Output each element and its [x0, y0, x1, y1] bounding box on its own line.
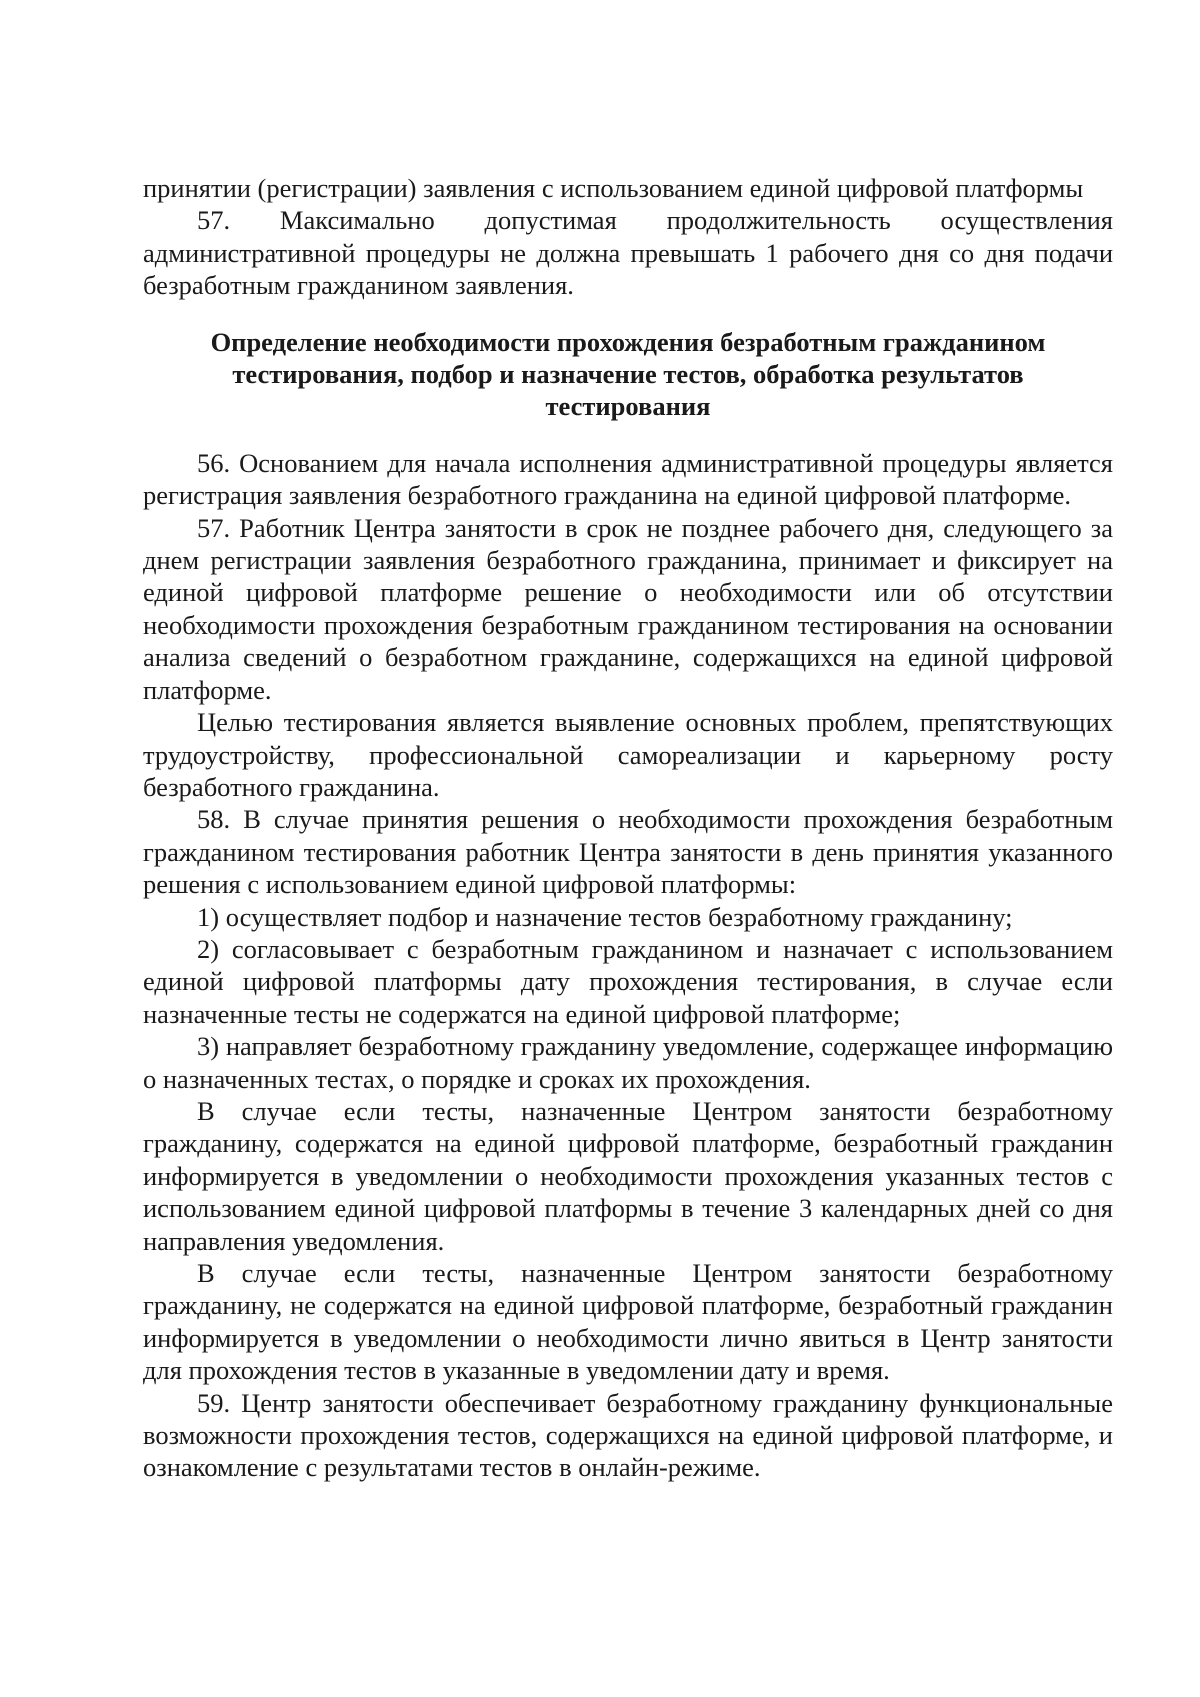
paragraph-testing-goal: Целью тестирования является выявление основных проблем, препятствующих трудоустройству, профессиональной самореализации и карьерному росту безработного гражданина.: [143, 707, 1113, 802]
paragraph-59: 59. Центр занятости обеспечивает безработному гражданину функциональные возможности прохождения тестов, содержащихся на единой цифровой платформе, и ознакомление с результатами тестов в онлайн-режиме.: [143, 1387, 1113, 1483]
list-item-2: 2) согласовывает с безработным гражданином и назначает с использованием единой цифровой платформы дату прохождения тестирования, в случае если назначенные тесты не содержатся на единой цифровой платформе;: [143, 933, 1113, 1029]
paragraph-56: 56. Основанием для начала исполнения административной процедуры является регистрация заявления безработного гражданина на единой цифровой платформе.: [143, 447, 1113, 511]
list-item-3: 3) направляет безработному гражданину уведомление, содержащее информацию о назначенных тестах, о порядке и сроках их прохождения.: [143, 1031, 1113, 1094]
list-item-1: 1) осуществляет подбор и назначение тестов безработному гражданину;: [197, 901, 1013, 932]
section-heading-line-1: Определение необходимости прохождения безработным гражданином: [210, 326, 1046, 357]
paragraph-57-duration: 57. Максимально допустимая продолжительность осуществления административной процедуры не должна превышать 1 рабочего дня со дня подачи безработным гражданином заявления.: [143, 205, 1113, 301]
section-heading: [143, 326, 1113, 423]
section-heading-line-2: тестирования, подбор и назначение тестов, обработка результатов: [232, 359, 1024, 390]
section-heading-line-3: тестирования: [545, 391, 711, 422]
paragraph-58: 58. В случае принятия решения о необходимости прохождения безработным гражданином тестирования работник Центра занятости в день принятия указанного решения с использованием единой цифровой платформы:: [143, 804, 1113, 900]
paragraph-tests-not-on-platform: В случае если тесты, назначенные Центром занятости безработному гражданину, не содержатся на единой цифровой платформе, безработный гражданин информируется в уведомлении о необходимости лично явиться в Центр занятости для прохождения тестов в указанные в уведомлении дату и время.: [143, 1258, 1113, 1386]
paragraph-continuation: принятии (регистрации) заявления с использованием единой цифровой платформы: [143, 173, 1084, 203]
paragraph-tests-on-platform: В случае если тесты, назначенные Центром занятости безработному гражданину, содержатся на единой цифровой платформе, безработный гражданин информируется в уведомлении о необходимости прохождения указанных тестов с использованием единой цифровой платформы в течение 3 календарных дней со дня направления уведомления.: [143, 1095, 1113, 1256]
paragraph-57-decision: 57. Работник Центра занятости в срок не позднее рабочего дня, следующего за днем регистрации заявления безработного гражданина, принимает и фиксирует на единой цифровой платформе решение о необходимости или об отсутствии необходимости прохождения безработным гражданином тестирования на основании анализа сведений о безработном гражданине, содержащихся на единой цифровой платформе.: [143, 512, 1113, 705]
document-page: [143, 172, 1113, 1484]
